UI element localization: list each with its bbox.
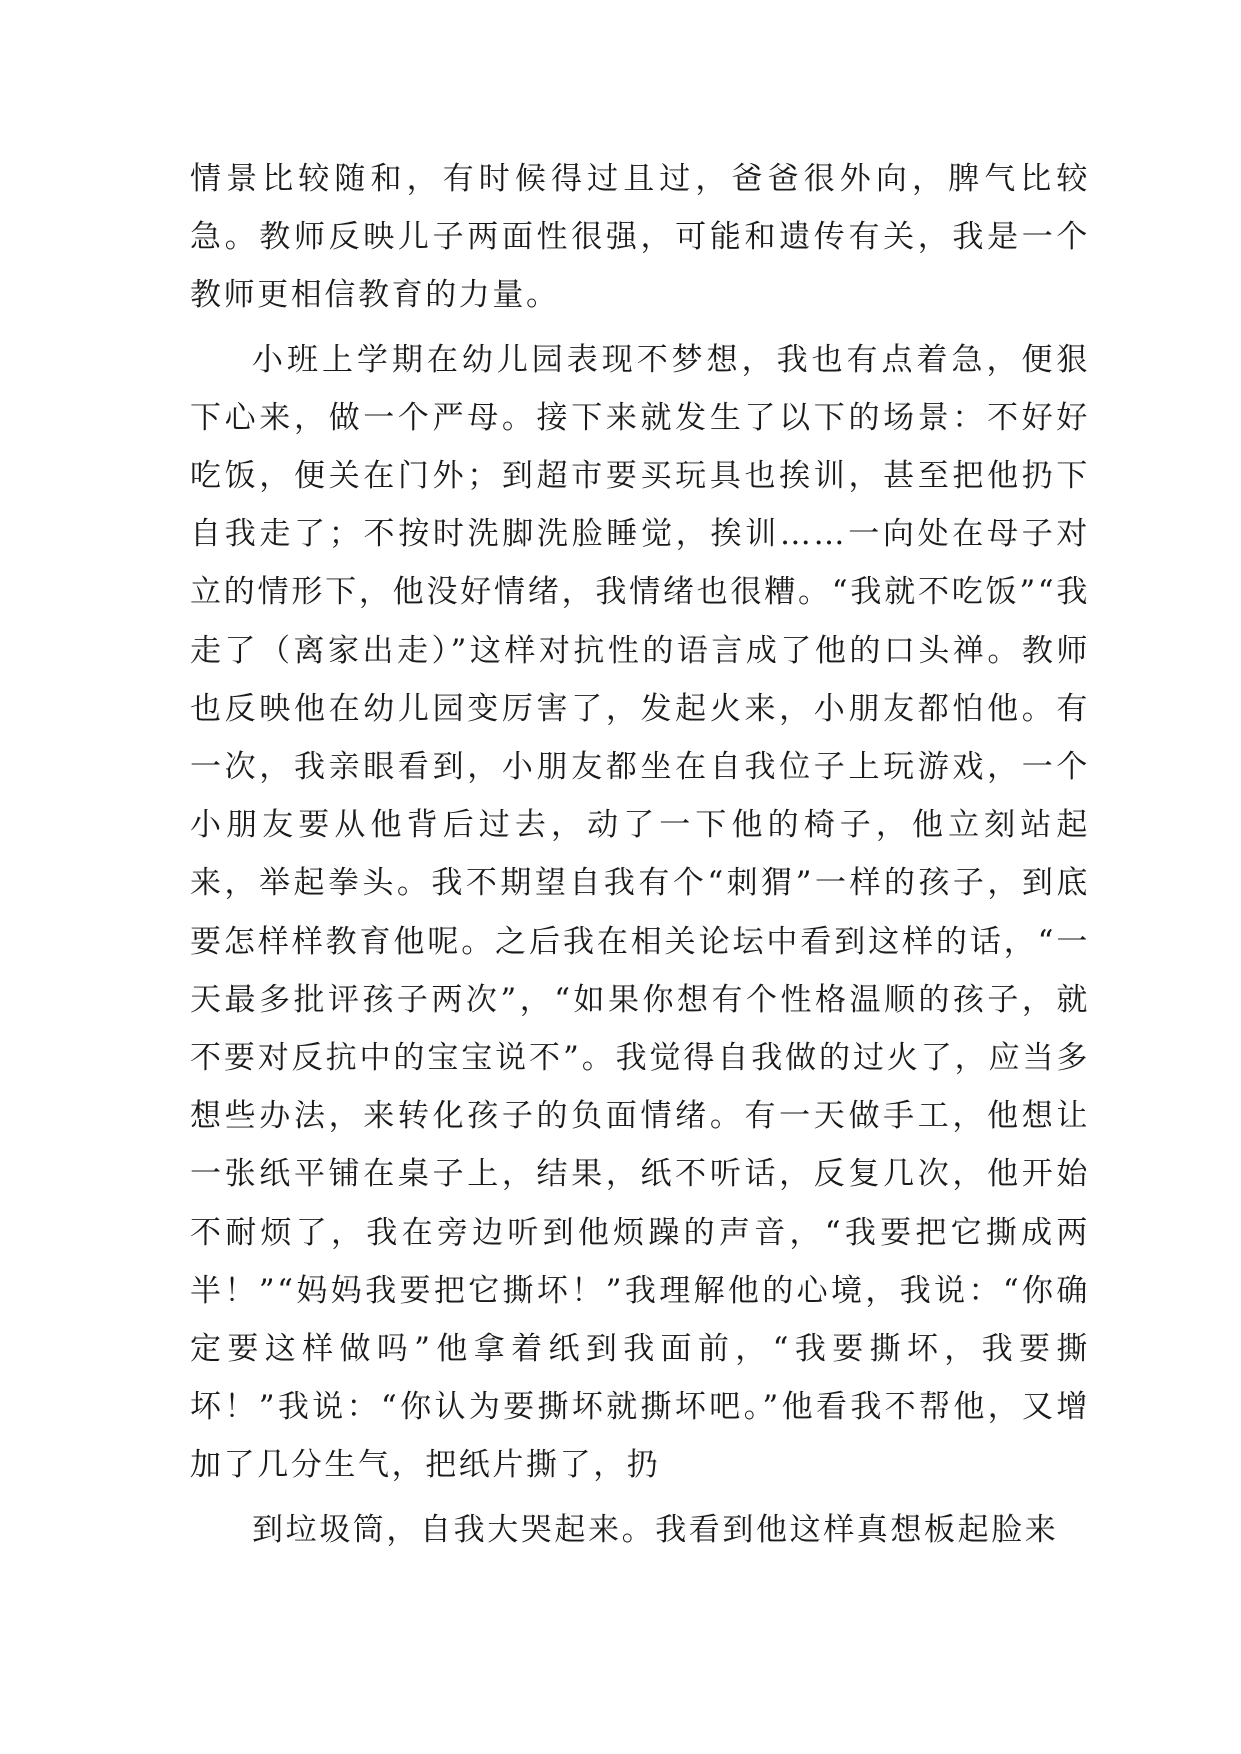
paragraph-continued-intro: 情景比较随和，有时候得过且过，爸爸很外向，脾气比较急。教师反映儿子两面性很强，可能和遗传有关，我是一个教师更相信教育的力量。: [190, 161, 1090, 314]
document-page: [190, 150, 1090, 1559]
paragraph-crying-continuation: 到垃圾筒，自我大哭起来。我看到他这样真想板起脸来: [252, 1511, 1059, 1548]
paragraph-strict-mother-story: 小班上学期在幼儿园表现不梦想，我也有点着急，便狠下心来，做一个严母。接下来就发生了以下的场景：不好好吃饭，便关在门外；到超市要买玩具也挨训，甚至把他扔下自我走了；不按时洗脚洗脸睡觉，挨训……一向处在母子对立的情形下，他没好情绪，我情绪也很糟。“我就不吃饭”“我走了（离家出走）”这样对抗性的语言成了他的口头禅。教师也反映他在幼儿园变厉害了，发起火来，小朋友都怕他。有一次，我亲眼看到，小朋友都坐在自我位子上玩游戏，一个小朋友要从他背后过去，动了一下他的椅子，他立刻站起来，举起拳头。我不期望自我有个“刺猬”一样的孩子，到底要怎样样教育他呢。之后我在相关论坛中看到这样的话，“一天最多批评孩子两次”，“如果你想有个性格温顺的孩子，就不要对反抗中的宝宝说不”。我觉得自我做的过火了，应当多想些办法，来转化孩子的负面情绪。有一天做手工，他想让一张纸平铺在桌子上，结果，纸不听话，反复几次，他开始不耐烦了，我在旁边听到他烦躁的声音，“我要把它撕成两半！”“妈妈我要把它撕坏！”我理解他的心境，我说：“你确定要这样做吗”他拿着纸到我面前，“我要撕坏，我要撕坏！”我说：“你认为要撕坏就撕坏吧。”他看我不帮他，又增加了几分生气，把纸片撕了，扔: [190, 341, 1090, 1484]
